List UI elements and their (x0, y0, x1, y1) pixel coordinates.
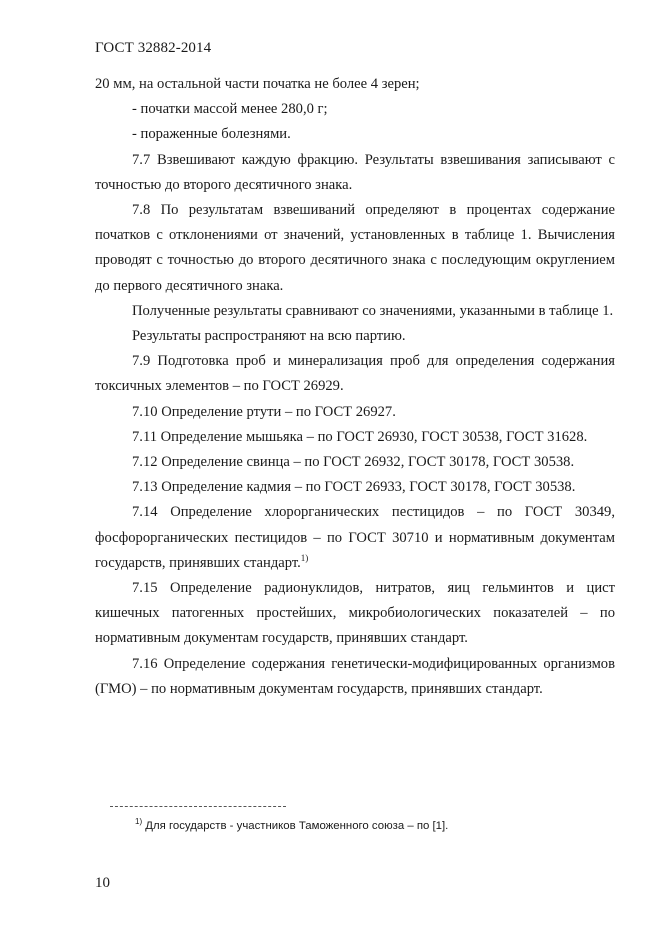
paragraph-7-12: 7.12 Определение свинца – по ГОСТ 26932, ГОСТ 30178, ГОСТ 30538. (132, 454, 575, 471)
footnote-reference: 1) (300, 553, 309, 563)
paragraph-7-16: 7.16 Определение содержания генетически-модифицированных организмов (ГМО) – по нормативным документам государств, принявших стандарт. (95, 655, 615, 697)
footnote (135, 817, 448, 832)
paragraph-7-14 (95, 500, 615, 576)
paragraph: Результаты распространяют на всю партию. (132, 328, 406, 345)
document-header: ГОСТ 32882-2014 (95, 40, 212, 56)
paragraph-7-11: 7.11 Определение мышьяка – по ГОСТ 26930, ГОСТ 30538, ГОСТ 31628. (132, 428, 588, 445)
paragraph-7-15: 7.15 Определение радионуклидов, нитратов, яиц гельминтов и цист кишечных патогенных простейших, микробиологических показателей – по нормативным документам государств, принявших стандарт. (95, 580, 615, 647)
list-item: - початки массой менее 280,0 г; (132, 101, 328, 118)
document-body (95, 72, 615, 702)
footnote-marker: 1) (135, 817, 143, 826)
paragraph-7-10: 7.10 Определение ртути – по ГОСТ 26927. (132, 403, 396, 420)
page-number: 10 (95, 875, 110, 891)
paragraph-7-7: 7.7 Взвешивают каждую фракцию. Результаты взвешивания записывают с точностью до второго десятичного знака. (95, 151, 615, 193)
paragraph: 20 мм, на остальной части початка не более 4 зерен; (95, 76, 420, 92)
paragraph-7-8: 7.8 По результатам взвешиваний определяют в процентах содержание початков с отклонениями от значений, установленных в таблице 1. Вычисления проводят с точностью до второго десятичного знака с последующим округлением до первого десятичного знака. (95, 202, 615, 294)
footnote-separator (110, 806, 286, 807)
paragraph-7-9: 7.9 Подготовка проб и минерализация проб для определения содержания токсичных элементов – по ГОСТ 26929. (95, 353, 615, 395)
footnote-text: Для государств - участников Таможенного союза – по [1]. (145, 819, 449, 832)
paragraph: Полученные результаты сравнивают со значениями, указанными в таблице 1. (132, 302, 614, 319)
paragraph-7-14-text: 7.14 Определение хлорорганических пестицидов – по ГОСТ 30349, фосфорорганических пестицидов – по ГОСТ 30710 и нормативным документам государств, принявших стандарт. (95, 504, 615, 571)
paragraph-7-13: 7.13 Определение кадмия – по ГОСТ 26933, ГОСТ 30178, ГОСТ 30538. (132, 479, 576, 496)
list-item: - пораженные болезнями. (132, 126, 291, 143)
